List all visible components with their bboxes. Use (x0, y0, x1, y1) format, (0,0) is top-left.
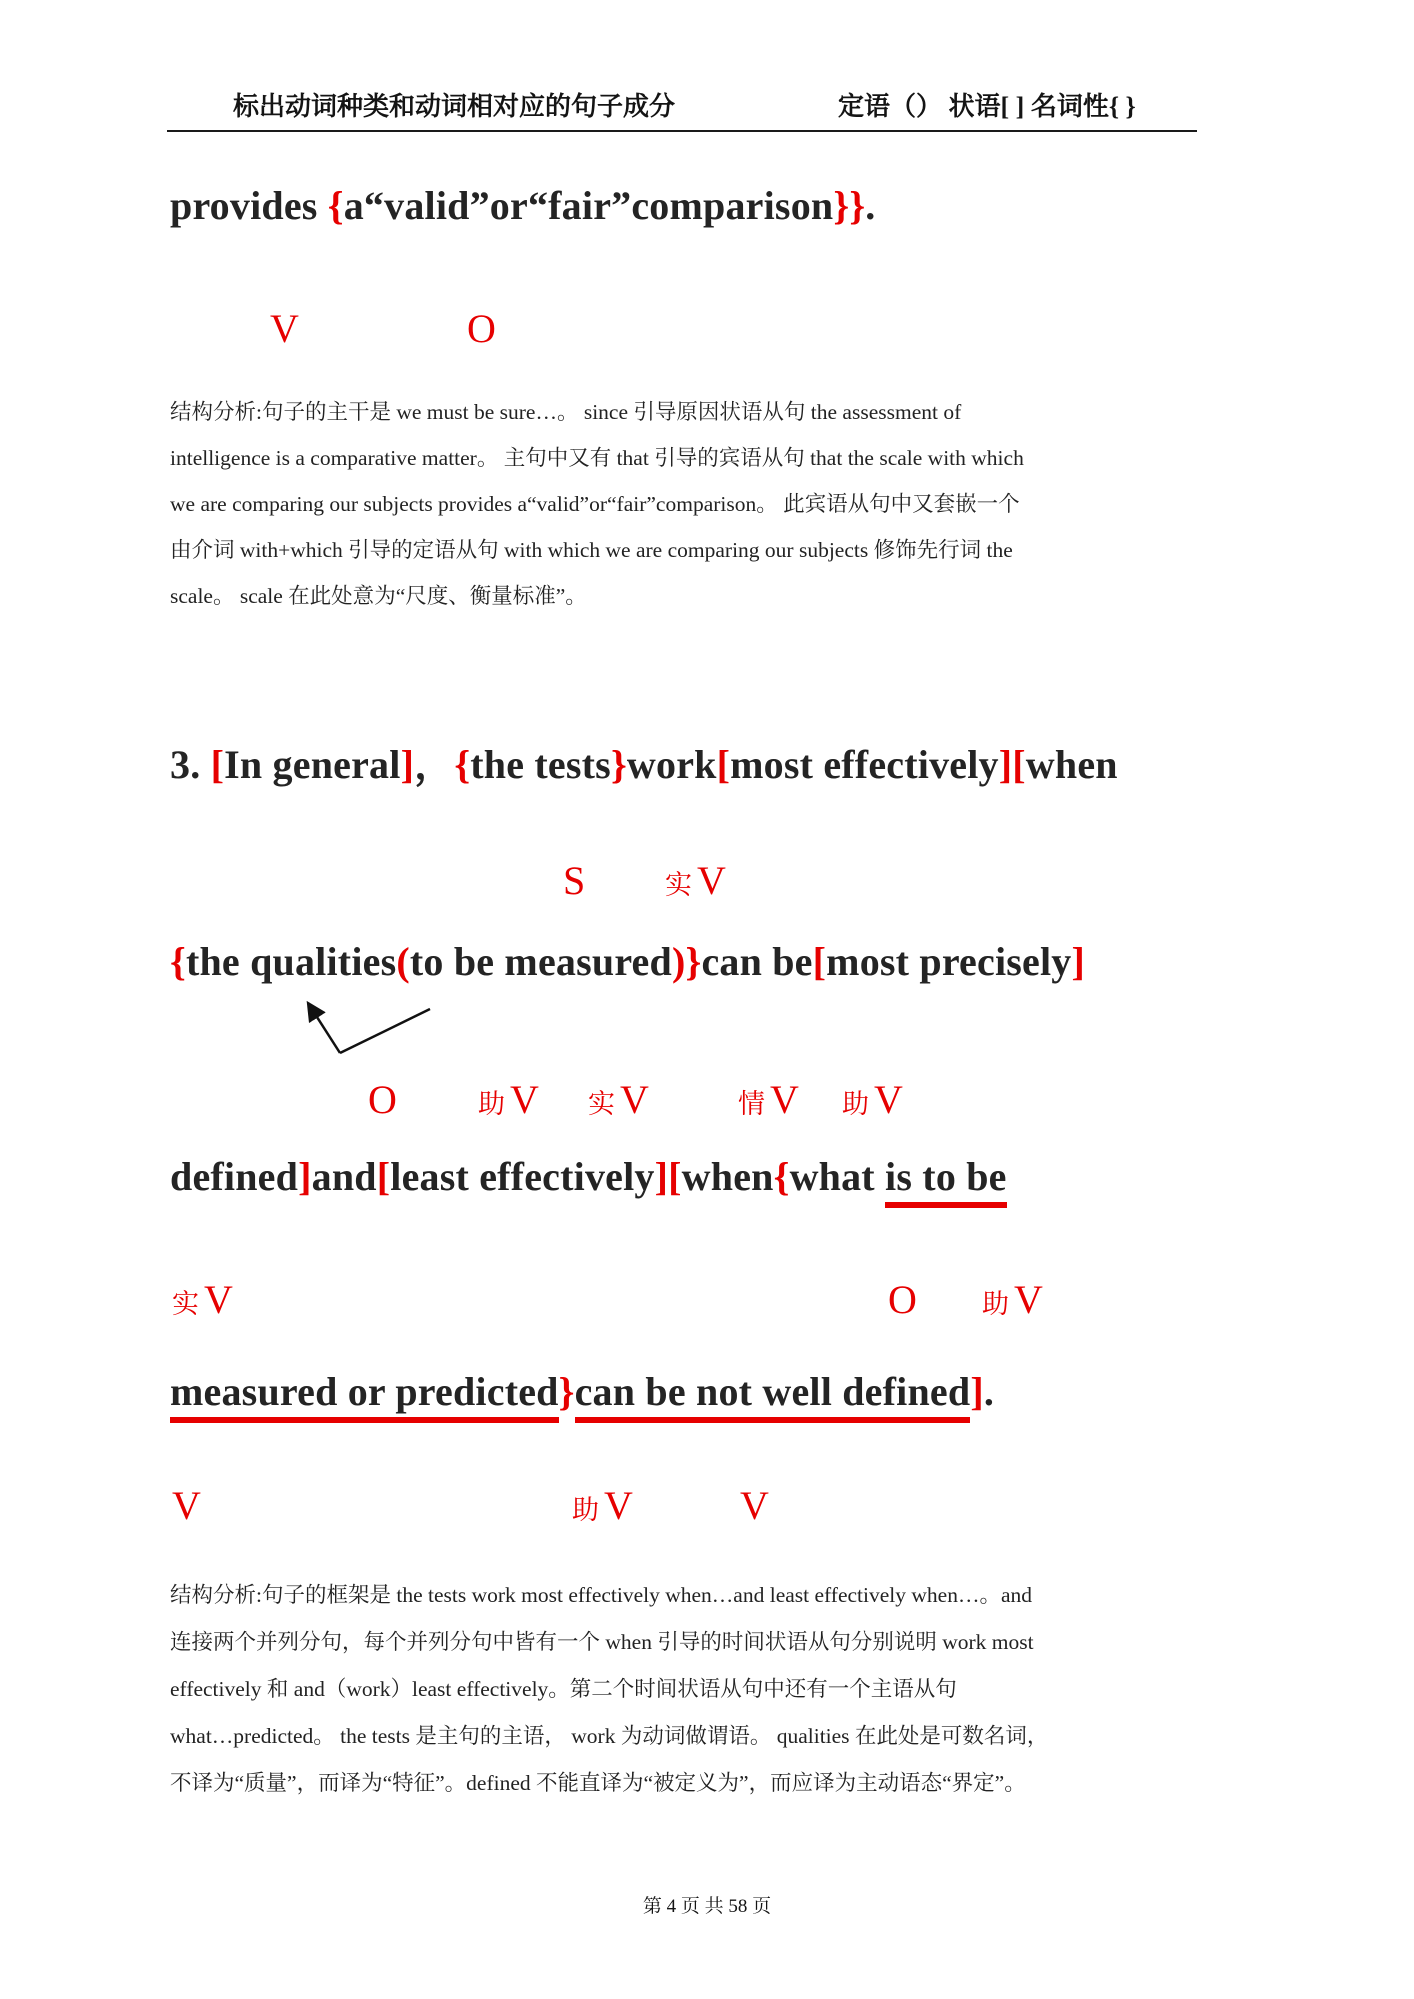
analysis-line: what…predicted。 the tests 是主句的主语， work 为动词做谓语。 qualities 在此处是可数名词， (170, 1724, 1049, 1748)
s3-seg: most effectively (730, 742, 999, 787)
footer-page-number: 第 4 页 共 58 页 (642, 1896, 772, 1917)
object-marker: O (888, 1277, 917, 1322)
verb-marker: V (172, 1483, 201, 1528)
verb-marker: 实 V (172, 1277, 233, 1322)
s3-seg: and (311, 1154, 377, 1199)
header-instruction: 标出动词种类和动词相对应的句子成分 (233, 92, 676, 121)
s3-seg: when (681, 1154, 774, 1199)
s3-seg: the tests (470, 742, 611, 787)
bracket-pair: ][ (998, 742, 1026, 787)
analysis-line: we are comparing our subjects provides a“valid”or“fair”comparison。 此宾语从句中又套嵌一个 (170, 492, 1020, 516)
brace-open: { (773, 1154, 790, 1199)
bracket-close: ] (970, 1369, 984, 1414)
verb-marker: 实 V (665, 858, 726, 903)
marker-row-s3-2 (170, 1064, 1320, 1120)
verb-marker: V (740, 1483, 769, 1528)
sentence2-line (170, 182, 876, 229)
analysis-paragraph-s3 (170, 1572, 1230, 1807)
s3-seg: can be (701, 939, 813, 984)
bracket-open: [ (210, 742, 225, 787)
analysis-line: 结构分析:句子的框架是 the tests work most effectively when…and least effectively when…。and (170, 1583, 1033, 1607)
bracket-close: ] (298, 1154, 312, 1199)
s3-seg: the qualities (185, 939, 397, 984)
marker-row-s3-3 (170, 1264, 1320, 1320)
analysis-paragraph-s2 (170, 389, 1230, 619)
sentence2-seg: a“valid”or“fair”comparison (343, 183, 834, 228)
analysis-line: 不译为“质量”，而译为“特征”。defined 不能直译为“被定义为”，而应译为主动语态“界定”。 (170, 1771, 1026, 1795)
sentence2-seg: provides (170, 183, 328, 228)
s3-seg: least effectively (390, 1154, 655, 1199)
brace-open: { (170, 939, 186, 984)
object-marker: O (368, 1077, 397, 1122)
marker-row-s2 (170, 293, 1320, 349)
bracket-close: ] (400, 742, 415, 787)
underlined-verb-phrase: can be not well defined (575, 1369, 971, 1423)
header-rule (167, 130, 1197, 132)
analysis-line: 由介词 with+which 引导的定语从句 with which we are comparing our subjects 修饰先行词 the (170, 538, 1013, 562)
sentence3-line2 (170, 938, 1085, 985)
marker-row-s3-4 (170, 1470, 1320, 1526)
period: . (983, 1369, 995, 1414)
s3-seg: when (1025, 742, 1118, 787)
period: . (865, 183, 876, 228)
subject-marker: S (563, 858, 586, 903)
marker-row-s3-1 (170, 845, 1320, 901)
underlined-verb-phrase: measured or predicted (170, 1369, 559, 1423)
verb-marker: 实 V (588, 1077, 649, 1122)
modal-verb-marker: 情 V (738, 1077, 799, 1122)
analysis-line: scale。 scale 在此处意为“尺度、衡量标准”。 (170, 584, 587, 608)
sentence3-line3 (170, 1153, 1007, 1200)
analysis-line: intelligence is a comparative matter。 主句中又有 that 引导的宾语从句 that the scale with which (170, 446, 1024, 470)
brace-open: { (454, 742, 471, 787)
analysis-line: effectively 和 and（work）least effectively。第二个时间状语从句中还有一个主语从句 (170, 1677, 957, 1701)
s3-seg: defined (170, 1154, 299, 1199)
brace-close: } (610, 742, 627, 787)
bracket-close: ] (1071, 939, 1086, 984)
comma: ， (414, 742, 455, 787)
aux-verb-marker: 助 V (982, 1277, 1043, 1322)
sentence3-line4 (170, 1368, 994, 1415)
analysis-line: 连接两个并列分句，每个并列分句中皆有一个 when 引导的时间状语从句分别说明 work most (170, 1630, 1034, 1654)
brace-close: } (558, 1369, 575, 1414)
s3-seg: work (626, 742, 717, 787)
bracket-open: [ (812, 939, 827, 984)
s3-seg: 3. (170, 742, 211, 787)
bracket-pair: ][ (654, 1154, 682, 1199)
aux-verb-marker: 助 V (572, 1483, 633, 1528)
paren-open: ( (396, 939, 410, 984)
bracket-open: [ (716, 742, 731, 787)
bracket-open: [ (376, 1154, 391, 1199)
s3-seg: most precisely (826, 939, 1072, 984)
s3-seg: what (789, 1154, 886, 1199)
aux-verb-marker: 助 V (842, 1077, 903, 1122)
header-legend: 定语（） 状语[ ] 名词性{ } (838, 92, 1136, 121)
brace-open: { (327, 183, 344, 228)
verb-marker: V (270, 306, 299, 351)
s3-seg: to be measured (409, 939, 672, 984)
underlined-verb-phrase: is to be (885, 1154, 1007, 1208)
s3-seg: In general (224, 742, 401, 787)
analysis-line: 结构分析:句子的主干是 we must be sure…。 since 引导原因状语从句 the assessment of (170, 400, 962, 424)
sentence3-line1 (170, 733, 1118, 790)
aux-verb-marker: 助 V (478, 1077, 539, 1122)
paren-brace-close: )} (671, 939, 702, 984)
object-marker: O (467, 306, 496, 351)
brace-close: }} (833, 183, 866, 228)
attribution-arrows (280, 993, 455, 1063)
